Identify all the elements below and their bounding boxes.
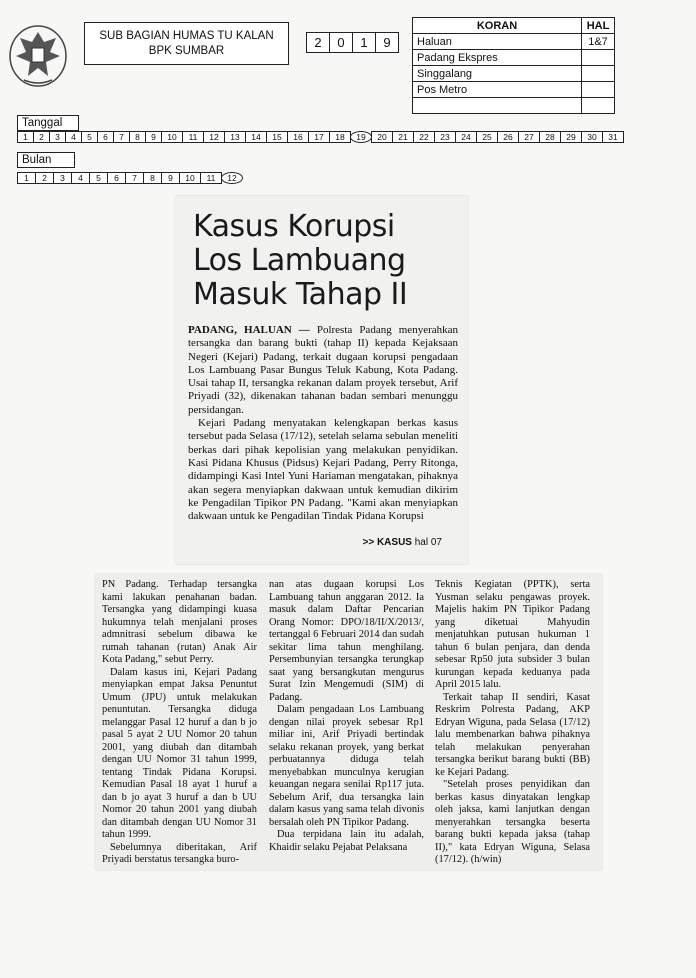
office-line-1: SUB BAGIAN HUMAS TU KALAN [99, 29, 274, 42]
tanggal-box-28: 28 [539, 131, 561, 143]
article-paragraph: nan atas dugaan korupsi Los Lambuang tahun anggaran 2012. Ia masuk dalam Daftar Pencarian Orang Nomor: DPO/18/II/X/2013/, tertanggal 6 Februari 2014 dan sudah sekitar lima tahun menghilang. Persembunyian tersangka terungkap saat yang bersangkutan mengurus Surat Izin Mengemudi (SIM) di Padang. [269, 579, 424, 703]
newspaper-table [412, 17, 615, 114]
continue-label: >> KASUS [362, 537, 412, 548]
tanggal-box-20: 20 [371, 131, 393, 143]
tanggal-box-5: 5 [81, 131, 98, 143]
tanggal-box-18: 18 [329, 131, 351, 143]
bulan-label: Bulan [17, 152, 75, 168]
newspaper-page [582, 50, 615, 66]
tanggal-box-4: 4 [65, 131, 82, 143]
tanggal-box-27: 27 [518, 131, 540, 143]
tanggal-box-13: 13 [224, 131, 246, 143]
tanggal-box-24: 24 [455, 131, 477, 143]
tanggal-box-12: 12 [203, 131, 225, 143]
tanggal-box-23: 23 [434, 131, 456, 143]
office-box [84, 22, 289, 65]
tanggal-box-22: 22 [413, 131, 435, 143]
col-header-hal: HAL [582, 18, 615, 34]
text-column-2 [269, 579, 424, 854]
newspaper-name: Pos Metro [413, 82, 582, 98]
article-paragraph: Dalam kasus ini, Kejari Padang menyiapkan empat Jaksa Penuntut Umum (JPU) untuk melakukan penuntutan. Tersangka diduga melanggar Pasal 12 huruf a dan b jo pasal 5 ayat 2 UU Nomor 20 tahun 2001, yang diubah dan ditambah dengan UU Nomor 31 tahun 1999, tentang Tindak Pidana Korupsi. Kemudian Pasal 18 ayat 1 huruf a dan b jo ayat 3 huruf a dan b UU Nomor 20 tahun 2001 yang diubah dan ditambah dengan UU Nomor 31 tahun 1999. [102, 666, 257, 840]
tanggal-box-19: 19 [350, 131, 372, 143]
bulan-box-5: 5 [89, 172, 108, 184]
headline-line-3: Masuk Tahap II [193, 277, 408, 312]
newspaper-name: Singgalang [413, 66, 582, 82]
bulan-box-9: 9 [161, 172, 180, 184]
bulan-box-10: 10 [179, 172, 201, 184]
office-line-2: BPK SUMBAR [148, 44, 225, 57]
article-paragraph: Sebelumnya diberitakan, Arif Priyadi berstatus tersangka buro- [102, 841, 257, 865]
newspaper-name: Haluan [413, 34, 582, 50]
bulan-box-3: 3 [53, 172, 72, 184]
article-body [188, 324, 458, 523]
tanggal-box-1: 1 [17, 131, 34, 143]
bulan-box-1: 1 [17, 172, 36, 184]
newspaper-name: Padang Ekspres [413, 50, 582, 66]
tanggal-label: Tanggal [17, 115, 79, 131]
newspaper-name [413, 98, 582, 114]
bulan-box-6: 6 [107, 172, 126, 184]
headline-line-1: Kasus Korupsi [193, 209, 395, 244]
tanggal-box-11: 11 [182, 131, 204, 143]
headline-line-2: Los Lambuang [193, 243, 406, 278]
article-paragraph: PN Padang. Terhadap tersangka kami lakukan penahanan badan. Tersangka yang didampingi kuasa hukumnya telah menjalani proses admnitrasi sebelum dibawa ke rumah tahanan (rutan) Anak Air Kota Padang," sebut Perry. [102, 579, 257, 665]
tanggal-box-21: 21 [392, 131, 414, 143]
tanggal-box-9: 9 [145, 131, 162, 143]
tanggal-box-2: 2 [33, 131, 50, 143]
paragraph-text: Polresta Padang menyerahkan tersangka dan barang bukti (tahap II) kepada Kejaksaan Negeri (Kejari) Padang, terkait dugaan korupsi pengadaan Los Lambuang Pasar Bungus Teluk Kabung, Kota Padang. Usai tahap II, tersangka rekanan dalam proyek tersebut, Arif Priyadi (32), dikenakan tahanan badan sembari menunggu persidangan. [188, 324, 459, 416]
article-paragraph: Dalam pengadaan Los Lambuang dengan nilai proyek sebesar Rp1 miliar ini, Arif Priyadi bertindak selaku rekanan proyek, yang berkat perbuatannya diduga telah menyebabkan munculnya kerugian keuangan negara senilai Rp117 juta. Sebelum Arif, dua tersangka lain dalam kasus yang sama telah divonis bersalah oleh PN Tipikor Padang. [269, 704, 424, 828]
newspaper-page [582, 66, 615, 82]
bulan-box-12: 12 [221, 172, 243, 184]
col-header-koran: KORAN [413, 18, 582, 34]
year-digit: 9 [375, 32, 399, 53]
newspaper-page [582, 98, 615, 114]
continuation-marker [363, 537, 443, 548]
dateline: PADANG, HALUAN — [188, 324, 310, 336]
bulan-row [18, 172, 243, 184]
article-paragraph [188, 324, 458, 417]
newspaper-page [582, 82, 615, 98]
year-digit: 0 [329, 32, 353, 53]
tanggal-box-10: 10 [161, 131, 183, 143]
bulan-box-7: 7 [125, 172, 144, 184]
tanggal-box-29: 29 [560, 131, 582, 143]
bulan-box-2: 2 [35, 172, 54, 184]
tanggal-box-16: 16 [287, 131, 309, 143]
tanggal-box-3: 3 [49, 131, 66, 143]
year-boxes [307, 32, 399, 53]
tanggal-box-14: 14 [245, 131, 267, 143]
year-digit: 1 [352, 32, 376, 53]
tanggal-box-8: 8 [129, 131, 146, 143]
article-paragraph: Dua terpidana lain itu adalah, Khaidir selaku Pejabat Pelaksana [269, 829, 424, 853]
newspaper-page: 1&7 [582, 34, 615, 50]
tanggal-box-17: 17 [308, 131, 330, 143]
tanggal-box-6: 6 [97, 131, 114, 143]
bulan-box-4: 4 [71, 172, 90, 184]
text-column-3 [435, 579, 590, 867]
continue-page: hal 07 [414, 537, 442, 548]
bulan-box-8: 8 [143, 172, 162, 184]
year-digit: 2 [306, 32, 330, 53]
tanggal-box-15: 15 [266, 131, 288, 143]
headline [193, 210, 453, 312]
tanggal-box-7: 7 [113, 131, 130, 143]
article-paragraph: Terkait tahap II sendiri, Kasat Reskrim Polresta Padang, AKP Edryan Wiguna, pada Selasa (17/12) lalu membenarkan bahwa pihaknya telah melakukan penyerahan tersangka berikut barang bukti (BB) ke Kejari Padang. [435, 691, 590, 778]
tanggal-box-26: 26 [497, 131, 519, 143]
bulan-box-11: 11 [200, 172, 222, 184]
article-clipping-front [175, 196, 468, 564]
article-paragraph: "Setelah proses penyidikan dan berkas kasus dinyatakan lengkap oleh jaksa, kami lanjutkan dengan menyerahkan tersangka beserta barang bukti kepada jaksa (tahap II)," kata Edryan Wiguna, Selasa (17/12). (h/win) [435, 779, 590, 865]
article-paragraph: Kejari Padang menyatakan kelengkapan berkas kasus tersebut pada Selasa (17/12), setelah selama sebulan meneliti berkas dari pihak kepolisian yang melakukan penyidikan. Kasi Pidana Khusus (Pidsus) Kejari Padang, Perry Ritonga, didampingi Kasi Intel Yuni Hariaman mengatakan, pihaknya akan segera menyiapkan dakwaan untuk kemudian dikirim ke Pengadilan Tipikor PN Padang. "Kami akan menyiapkan dakwaan untuk ke Pengadilan Tindak Pidana Korupsi [188, 417, 458, 523]
text-column-1 [102, 579, 257, 867]
garuda-emblem-icon [6, 12, 70, 92]
tanggal-row [18, 131, 624, 143]
tanggal-box-30: 30 [581, 131, 603, 143]
tanggal-box-25: 25 [476, 131, 498, 143]
article-paragraph: Teknis Kegiatan (PPTK), serta Yusman selaku pengawas proyek. Majelis hakim PN Tipikor Padang yang diketuai Mahyudin menjatuhkan putusan hukuman 1 tahun 6 bulan penjara, dan denda sebesar Rp50 juta subsider 3 bulan kurungan kepada keduanya pada April 2015 lalu. [435, 579, 590, 690]
tanggal-box-31: 31 [602, 131, 624, 143]
article-clipping-continuation [95, 574, 602, 870]
